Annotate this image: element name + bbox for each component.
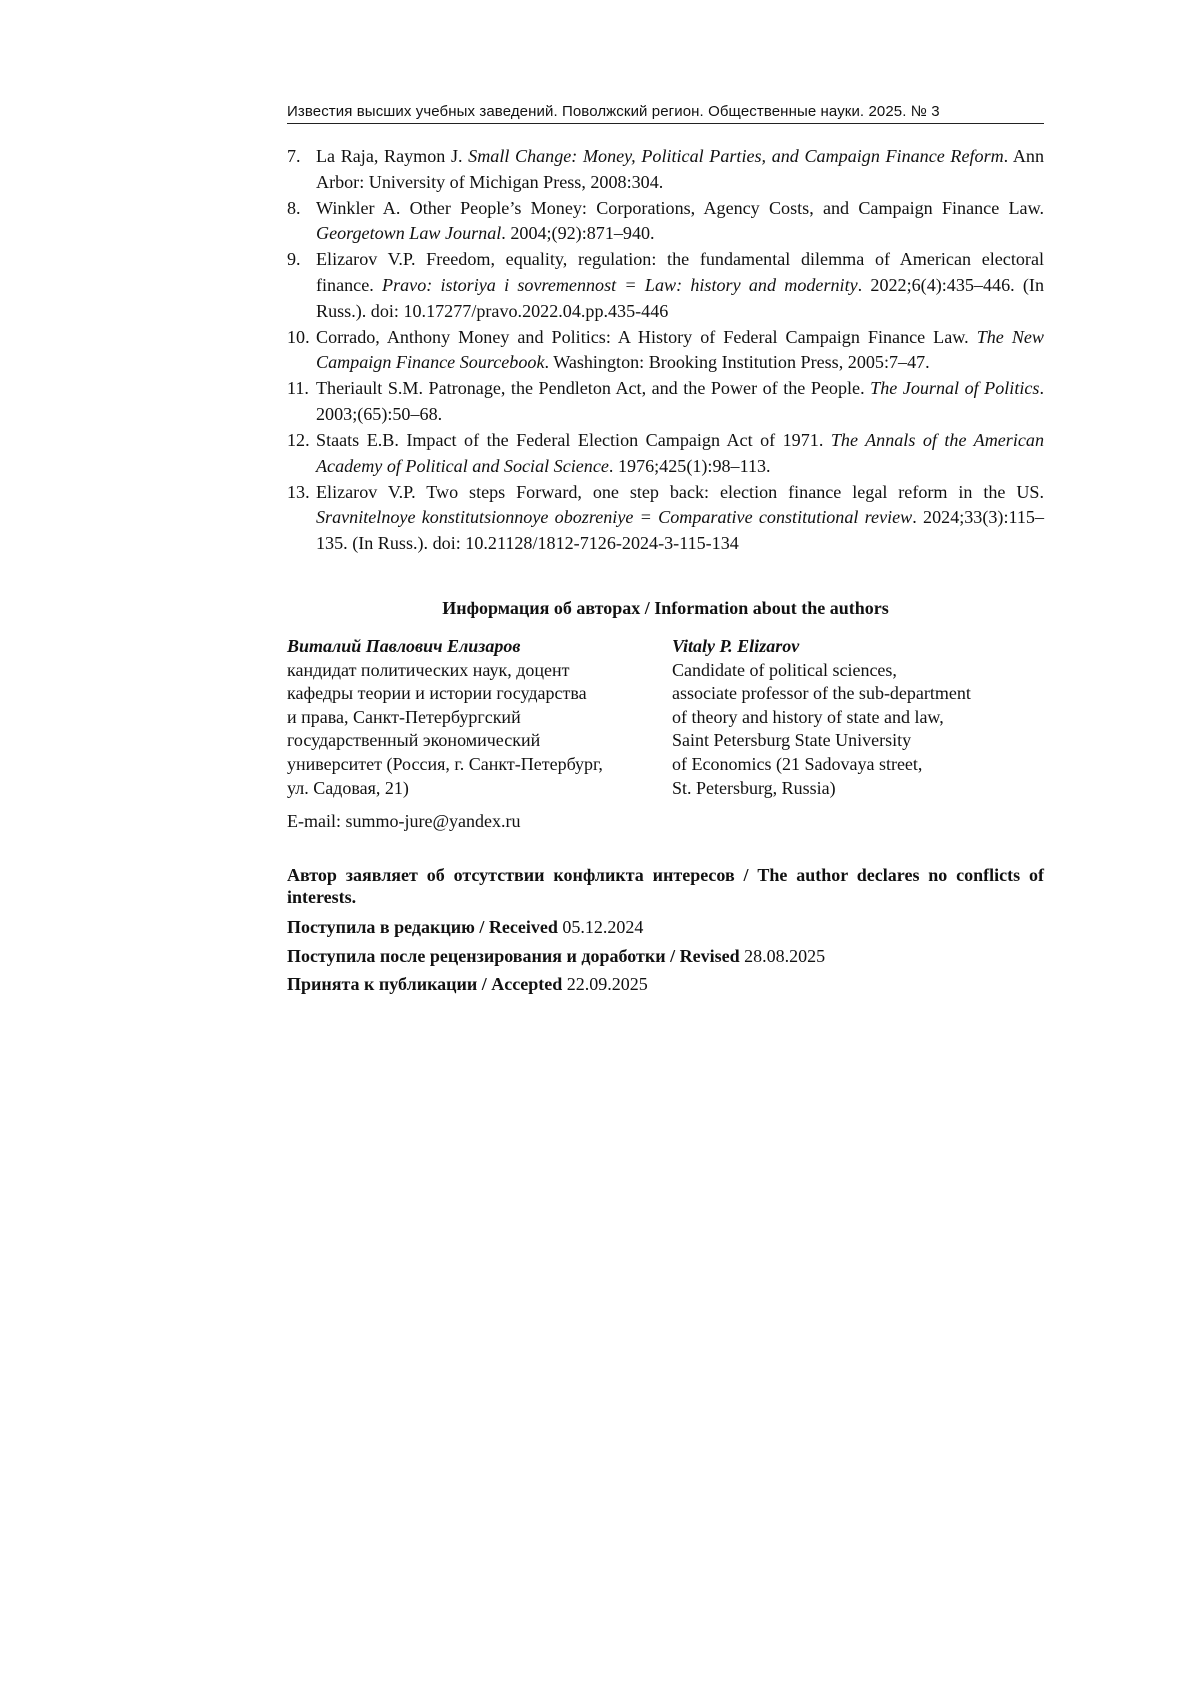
author-info-russian [287,635,662,800]
reference-source: The New Campaign Finance Sourcebook [316,326,1044,373]
author-affiliation-line: кандидат политических наук, доцент [287,659,570,680]
reference-details: . 2003;(65):50–68. [316,378,1044,424]
reference-details: . 1976;425(1):98–113. [608,455,771,476]
publication-dates [287,916,825,1002]
reference-source: The Annals of the American Academy of Political and Social Science [316,430,1044,476]
reference-item [287,376,1044,427]
date-label: Принята к публикации / Accepted [287,974,563,994]
reference-number: 11. [287,378,309,399]
reference-item [287,196,1044,247]
reference-details: . Washington: Brooking Institution Press, 2005:7–47. [544,352,930,373]
reference-text: La Raja, Raymon J. [316,146,469,166]
reference-text: Corrado, Anthony Money and Politics: A History of Federal Campaign Finance Law. [316,326,977,347]
reference-number: 7. [287,146,301,166]
reference-source: Sravnitelnoye konstitutsionnoye obozreniye = Comparative constitutional review [316,507,913,528]
author-name-russian: Виталий Павлович Елизаров [287,636,521,656]
reference-text: Elizarov V.P. Freedom, equality, regulation: the fundamental dilemma of American electoral finance. [316,249,1044,295]
reference-item [287,247,1044,324]
reference-details: . 2022;6(4):435–446. (In Russ.). doi: 10.17277/pravo.2022.04.pp.435-446 [316,274,1044,321]
date-value: 05.12.2024 [562,917,644,937]
date-value: 28.08.2025 [744,945,826,966]
received-date-row [287,916,825,945]
reference-source: The Journal of Politics [870,378,1040,399]
reference-item [287,480,1044,557]
conflict-of-interest-statement: Автор заявляет об отсутствии конфликта интересов / The author declares no conflicts of interests. [287,865,1044,907]
author-affiliation-line: Candidate of political sciences, [672,659,897,680]
author-affiliation-line: Saint Petersburg State University [672,730,912,751]
reference-text: Theriault S.M. Patronage, the Pendleton Act, and the Power of the People. [316,378,871,399]
authors-section-title: Информация об авторах / Information about the authors [442,598,889,618]
reference-number: 13. [287,481,310,502]
author-affiliation-line: государственный экономический [287,730,541,751]
date-label: Поступила после рецензирования и доработки / Revised [287,945,740,966]
running-header: Известия высших учебных заведений. Поволжский регион. Общественные науки. 2025. № 3 [287,103,1044,124]
reference-text: Staats E.B. Impact of the Federal Election Campaign Act of 1971. [316,430,831,451]
revised-date-row [287,945,825,974]
author-affiliation-line: of theory and history of state and law, [672,706,944,727]
date-value: 22.09.2025 [566,974,648,994]
author-affiliation-line: университет (Россия, г. Санкт-Петербург, [287,753,603,774]
reference-item [287,325,1044,376]
reference-source: Small Change: Money, Political Parties, and Campaign Finance Reform [468,146,1004,166]
reference-details: . 2004;(92):871–940. [501,223,655,244]
author-affiliation-line: кафедры теории и истории государства [287,683,587,704]
author-affiliation-line: of Economics (21 Sadovaya street, [672,753,923,774]
date-label: Поступила в редакцию / Received [287,917,558,937]
reference-list [287,144,1044,557]
author-affiliation-line: ул. Садовая, 21) [287,777,409,798]
author-affiliation-line: St. Petersburg, Russia) [672,777,836,798]
reference-text: Elizarov V.P. Two steps Forward, one step back: election finance legal reform in the US. [316,481,1044,502]
reference-source: Pravo: istoriya i sovremennost = Law: history and modernity [382,274,858,295]
accepted-date-row [287,973,825,1002]
reference-number: 12. [287,430,310,451]
reference-source: Georgetown Law Journal [316,223,502,244]
reference-number: 9. [287,249,301,270]
reference-item [287,144,1044,195]
author-email: E-mail: summo-jure@yandex.ru [287,811,521,831]
author-affiliation-line: и права, Санкт-Петербургский [287,706,521,727]
reference-details: . 2024;33(3):115–135. (In Russ.). doi: 10.21128/1812-7126-2024-3-115-134 [316,507,1044,553]
author-name-english: Vitaly P. Elizarov [672,636,800,656]
reference-item [287,428,1044,479]
reference-details: . Ann Arbor: University of Michigan Press, 2008:304. [316,146,1044,192]
author-info-english [672,635,1047,800]
reference-number: 10. [287,326,310,347]
reference-text: Winkler A. Other People’s Money: Corporations, Agency Costs, and Campaign Finance Law. [316,197,1044,218]
reference-number: 8. [287,197,301,218]
author-affiliation-line: associate professor of the sub-department [672,683,971,704]
